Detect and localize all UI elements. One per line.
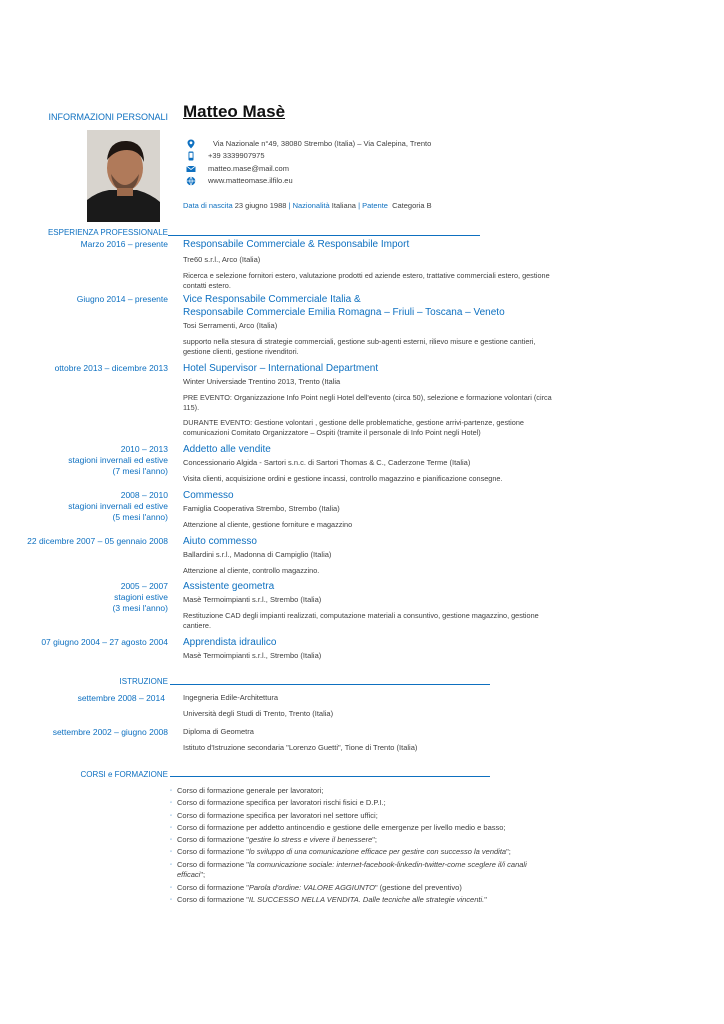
course-title: lo sviluppo di una comunicazione efficace per gestire con successo la vendita <box>248 847 507 857</box>
courses-list <box>170 786 550 907</box>
job-org: Tosi Serramenti, Arco (Italia) <box>183 321 278 330</box>
date-note: stagioni invernali ed estive <box>68 501 168 511</box>
section-rule <box>170 684 490 685</box>
job-role: Hotel Supervisor – International Department <box>183 363 379 374</box>
job-role: Assistente geometra <box>183 581 275 592</box>
job-entry <box>183 580 563 631</box>
job-date: Giugno 2014 – presente <box>76 294 168 304</box>
job-org: Masè Termoimpianti s.r.l., Strembo (Italia) <box>183 651 322 660</box>
job-desc: supporto nella stesura di strategie commerciali, gestione sub-agenti esterni, rilievo misure e gestione cantieri, gestione clienti, gestione rivenditori. <box>183 337 536 356</box>
email-row <box>186 163 289 175</box>
phone-row <box>186 150 265 162</box>
date-note: stagioni invernali ed estive <box>68 455 168 465</box>
job-entry <box>183 293 563 357</box>
birth-value: 23 giugno 1988 <box>234 201 287 210</box>
job-date: 07 giugno 2004 – 27 agosto 2004 <box>41 637 168 647</box>
course-item <box>170 883 550 894</box>
job-org: Masè Termoimpianti s.r.l., Strembo (Italia) <box>183 595 322 604</box>
course-title: IL SUCCESSO NELLA VENDITA. Dalle tecniche alle strategie vincenti. <box>248 894 485 904</box>
section-label-experience: ESPERIENZA PROFESSIONALE <box>47 228 168 237</box>
job-org: Ballardini s.r.l., Madonna di Campiglio (Italia) <box>183 550 332 559</box>
job-date: Marzo 2016 – presente <box>80 239 168 249</box>
website-text[interactable]: www.matteomase.ilfilo.eu <box>208 176 293 185</box>
course-title: gestire lo stress e vivere il benessere <box>248 835 373 845</box>
course-text: Corso di formazione " <box>177 847 249 857</box>
separator: | <box>288 201 291 210</box>
course-item <box>170 798 550 809</box>
job-desc: Attenzione al cliente, gestione forniture e magazzino <box>183 520 353 529</box>
nationality-value: Italiana <box>331 201 356 210</box>
person-name: Matteo Masè <box>183 102 286 121</box>
profile-photo <box>87 130 160 222</box>
course-item <box>170 835 550 846</box>
course-text: "; <box>372 835 377 845</box>
address-text: Via Nazionale n°49, 38080 Strembo (Italia) – Via Calepina, Trento <box>213 139 432 148</box>
course-text: "; <box>506 847 511 857</box>
section-label-education: ISTRUZIONE <box>119 677 168 686</box>
date-range: 2008 – 2010 <box>120 490 168 500</box>
course-text: "; <box>200 870 206 880</box>
job-org: Concessionario Algida - Sartori s.n.c. di Sartori Thomas & C., Caderzone Terme (Italia) <box>183 458 471 467</box>
job-date: 22 dicembre 2007 – 05 gennaio 2008 <box>27 536 168 546</box>
job-entry <box>183 489 563 530</box>
course-item <box>170 786 550 797</box>
job-role: Addetto alle vendite <box>183 444 271 455</box>
date-note: (7 mesi l'anno) <box>112 466 168 476</box>
date-note: stagioni estive <box>114 592 168 602</box>
section-label-courses: CORSI e FORMAZIONE <box>80 770 168 779</box>
license-value: Categoria B <box>392 201 432 210</box>
course-text: Corso di formazione specifica per lavoratori rischi fisici e D.P.I.; <box>177 798 386 808</box>
job-date <box>113 581 168 614</box>
job-date <box>68 444 168 477</box>
edu-entry <box>183 727 563 753</box>
job-entry <box>183 535 563 576</box>
edu-entry <box>183 693 563 719</box>
course-item <box>170 823 550 834</box>
job-date: ottobre 2013 – dicembre 2013 <box>54 363 168 373</box>
personal-details-line <box>183 201 432 211</box>
course-item <box>170 860 532 881</box>
course-text: Corso di formazione " <box>177 882 249 892</box>
job-desc-2: DURANTE EVENTO: Gestione volontari , gestione delle problematiche, gestione arrivi-partenze, gestione comunicazioni Comitato Organizzatore – Ospiti (tramite il personale di Info Point negli Hotel) <box>183 418 524 437</box>
job-date <box>68 490 168 523</box>
job-org: Winter Universiade Trentino 2013, Trento (Italia <box>183 377 341 386</box>
course-item <box>170 847 550 858</box>
date-note: (3 mesi l'anno) <box>112 603 168 613</box>
course-item <box>170 895 550 906</box>
job-role: Vice Responsabile Commerciale Italia & <box>183 294 361 305</box>
course-text: Corso di formazione " <box>177 835 249 845</box>
job-role: Apprendista idraulico <box>183 637 277 648</box>
course-text: Corso di formazione specifica per lavoratori nel settore uffici; <box>177 810 378 820</box>
job-entry <box>183 443 563 484</box>
course-text: Corso di formazione " <box>177 894 249 904</box>
job-role-line2: Responsabile Commerciale Emilia Romagna – Friuli – Toscana – Veneto <box>183 307 505 318</box>
job-entry <box>183 362 563 438</box>
job-desc: PRE EVENTO: Organizzazione Info Point negli Hotel dell'evento (circa 50), selezione e formazione volontari (circa 115). <box>183 393 552 412</box>
phone-text[interactable]: +39 3339907975 <box>208 151 265 160</box>
course-text: Corso di formazione per addetto antincendio e gestione delle emergenze per livello medio e basso; <box>177 822 506 832</box>
birth-label: Data di nascita <box>183 201 233 210</box>
job-role: Responsabile Commerciale & Responsabile Import <box>183 239 410 250</box>
nationality-label: Nazionalità <box>292 201 330 210</box>
section-label-personal: INFORMAZIONI PERSONALI <box>48 112 168 122</box>
edu-school: Istituto d'Istruzione secondaria "Lorenzo Guetti", Tione di Trento (Italia) <box>183 743 418 752</box>
course-text: Corso di formazione " <box>177 859 249 869</box>
license-label: Patente <box>362 201 388 210</box>
job-org: Famiglia Cooperativa Strembo, Strembo (Italia) <box>183 504 340 513</box>
separator: | <box>358 201 361 210</box>
course-title: Parola d'ordine: VALORE AGGIUNTO <box>248 882 375 892</box>
section-rule <box>168 235 480 236</box>
edu-school: Università degli Studi di Trento, Trento (Italia) <box>183 709 334 718</box>
email-icon <box>186 164 196 174</box>
course-item <box>170 811 550 822</box>
job-entry <box>183 238 563 291</box>
date-range: 2005 – 2007 <box>120 581 168 591</box>
website-row <box>186 175 293 187</box>
job-desc: Ricerca e selezione fornitori estero, valutazione prodotti ed aziende estero, trattative commerciali estero, gestione contatti estero. <box>183 271 550 290</box>
email-text[interactable]: matteo.mase@mail.com <box>208 164 289 173</box>
date-note: (5 mesi l'anno) <box>112 512 168 522</box>
globe-icon <box>186 176 196 186</box>
edu-date: settembre 2002 – giugno 2008 <box>52 727 168 737</box>
job-org: Tre60 s.r.l., Arco (Italia) <box>183 255 261 264</box>
phone-icon <box>186 151 196 161</box>
course-text: " <box>484 894 487 904</box>
edu-date: settembre 2008 – 2014 <box>77 693 165 703</box>
section-rule <box>170 776 490 777</box>
job-desc: Attenzione al cliente, controllo magazzino. <box>183 566 320 575</box>
job-desc: Restituzione CAD degli impianti realizzati, computazione materiali a consuntivo, gestione magazzino, gestione cantiere. <box>183 611 539 630</box>
course-title: la comunicazione sociale: internet-facebook-linkedin-twitter-come sceglere il/i canali efficaci <box>177 859 527 880</box>
job-entry <box>183 636 563 661</box>
course-text: Corso di formazione generale per lavoratori; <box>177 786 324 795</box>
edu-title: Diploma di Geometra <box>183 727 254 736</box>
date-range: 2010 – 2013 <box>120 444 168 454</box>
job-role: Commesso <box>183 490 234 501</box>
location-pin-icon <box>186 139 196 149</box>
edu-title: Ingegneria Edile-Architettura <box>183 693 279 702</box>
course-text: " (gestione del preventivo) <box>374 882 462 892</box>
address-row <box>186 138 431 150</box>
job-desc: Visita clienti, acquisizione ordini e gestione incassi, controllo magazzino e pianificazione consegne. <box>183 474 503 483</box>
job-role: Aiuto commesso <box>183 536 257 547</box>
